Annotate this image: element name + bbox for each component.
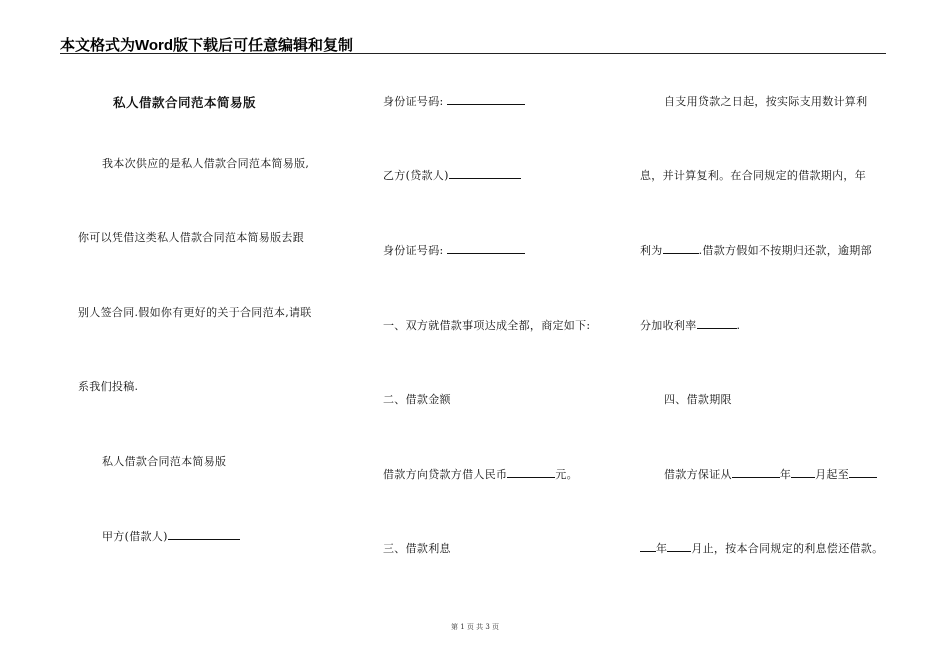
party-a-blank: [168, 528, 240, 540]
interest-line-4: [640, 317, 740, 333]
header-divider: [60, 53, 886, 54]
interest-line-3-after: .借款方假如不按期归还款，逾期部: [698, 244, 872, 257]
clause-2-text: [383, 466, 578, 482]
clause-3-heading: 三、借款利息: [383, 542, 451, 555]
interest-line-4-after: .: [736, 319, 741, 332]
clause-2-text-after: 元。: [555, 468, 578, 481]
end-year-blank-start: [849, 466, 877, 478]
intro-line-1: 我本次供应的是私人借款合同范本简易版,: [102, 157, 310, 170]
loan-amount-blank: [507, 466, 555, 478]
party-a-id-label: 身份证号码:: [383, 95, 444, 108]
page-footer: 第 1 页 共 3 页: [450, 623, 500, 631]
intro-line-2: 你可以凭借这类私人借款合同范本简易版去跟: [78, 231, 304, 244]
annual-rate-blank: [663, 242, 699, 254]
interest-line-1: 自支用贷款之日起，按实际支用数计算利: [664, 95, 868, 108]
party-b-blank: [449, 167, 521, 179]
term-line-1-before: 借款方保证从: [664, 468, 732, 481]
start-year-blank: [732, 466, 780, 478]
intro-line-4: 系我们投稿.: [78, 380, 139, 393]
term-line-2-after: 月止，按本合同规定的利息偿还借款。: [691, 542, 884, 555]
interest-line-3-before: 利为: [640, 244, 663, 257]
document-header: 本文格式为Word版下载后可任意编辑和复制: [60, 37, 354, 54]
party-b-id-label: 身份证号码:: [383, 244, 444, 257]
party-b-id-blank: [447, 242, 525, 254]
end-month-blank: [667, 540, 691, 552]
term-line-1-month: 月起至: [815, 468, 850, 481]
interest-line-3: [640, 242, 872, 258]
end-year-blank: [640, 540, 656, 552]
party-a-label: 甲方(借款人): [102, 530, 168, 543]
overdue-rate-blank: [697, 317, 737, 329]
party-b-label: 乙方(贷款人): [383, 169, 449, 182]
party-b-id-line: [383, 242, 525, 258]
party-a-line: [102, 528, 240, 544]
clause-1: 一、双方就借款事项达成全都，商定如下:: [383, 319, 591, 332]
party-a-id-blank: [447, 93, 525, 105]
interest-line-2: 息，并计算复利。在合同规定的借款期内，年: [640, 169, 866, 182]
contract-subtitle: 私人借款合同范本简易版: [102, 455, 227, 468]
term-line-2-year: 年: [656, 542, 668, 555]
clause-4-heading: 四、借款期限: [664, 393, 732, 406]
document-title: 私人借款合同范本简易版: [113, 95, 257, 110]
interest-line-4-before: 分加收利率: [640, 319, 697, 332]
clause-2-heading: 二、借款金额: [383, 393, 451, 406]
start-month-blank: [791, 466, 815, 478]
term-line-1-year: 年: [779, 468, 792, 481]
clause-2-text-before: 借款方向贷款方借人民币: [383, 468, 508, 481]
party-b-line: [383, 167, 521, 183]
term-line-1: [664, 466, 877, 482]
party-a-id-line: [383, 93, 525, 109]
term-line-2: [640, 540, 883, 556]
intro-line-3: 别人签合同.假如你有更好的关于合同范本,请联: [78, 306, 312, 319]
